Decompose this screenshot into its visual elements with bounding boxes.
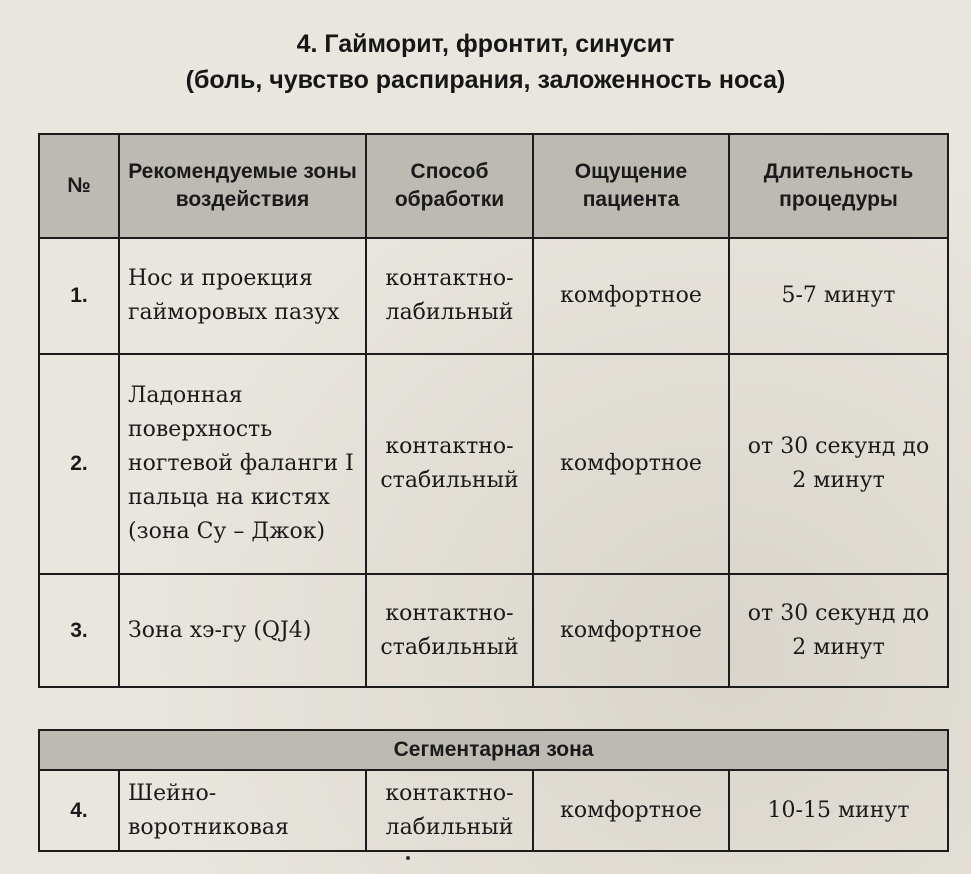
row-duration: от 30 секунд до 2 минут [729, 574, 948, 687]
table-row [39, 770, 948, 851]
row-duration: 10-15 минут [729, 770, 948, 851]
table-row [39, 574, 948, 687]
row-sensation: комфортное [533, 770, 729, 851]
row-sensation: комфортное [533, 238, 729, 354]
segment-heading: Сегментарная зона [39, 730, 948, 770]
page-dot [406, 856, 410, 860]
row-zone: Шейно-воротниковая [119, 770, 366, 851]
row-sensation: комфортное [533, 354, 729, 574]
column-header-duration: Длительность процедуры [729, 134, 948, 238]
row-number: 2. [39, 354, 119, 574]
table-row [39, 354, 948, 574]
row-sensation: комфортное [533, 574, 729, 687]
column-header-method: Способ обработки [366, 134, 533, 238]
segment-table [38, 729, 949, 852]
table-header-row [39, 134, 948, 238]
row-duration: 5-7 минут [729, 238, 948, 354]
row-method: контактно-стабильный [366, 574, 533, 687]
column-header-sensation: Ощущение пациента [533, 134, 729, 238]
row-zone: Ладонная поверхность ногтевой фаланги I пальца на кистях (зона Су – Джок) [119, 354, 366, 574]
table-row [39, 238, 948, 354]
row-zone: Зона хэ-гу (QJ4) [119, 574, 366, 687]
row-duration: от 30 секунд до 2 минут [729, 354, 948, 574]
row-number: 3. [39, 574, 119, 687]
page-title [0, 26, 971, 98]
row-method: контактно-стабильный [366, 354, 533, 574]
title-line-2: (боль, чувство распирания, заложенность носа) [185, 66, 786, 94]
column-header-zones: Рекомендуемые зоны воздействия [119, 134, 366, 238]
row-number: 4. [39, 770, 119, 851]
row-method: контактно-лабильный [366, 238, 533, 354]
procedures-table [38, 133, 949, 688]
row-zone: Нос и проекция гайморовых пазух [119, 238, 366, 354]
title-line-1: 4. Гайморит, фронтит, синусит [296, 30, 675, 58]
column-header-number: № [39, 134, 119, 238]
row-number: 1. [39, 238, 119, 354]
segment-header-row [39, 730, 948, 770]
row-method: контактно-лабильный [366, 770, 533, 851]
